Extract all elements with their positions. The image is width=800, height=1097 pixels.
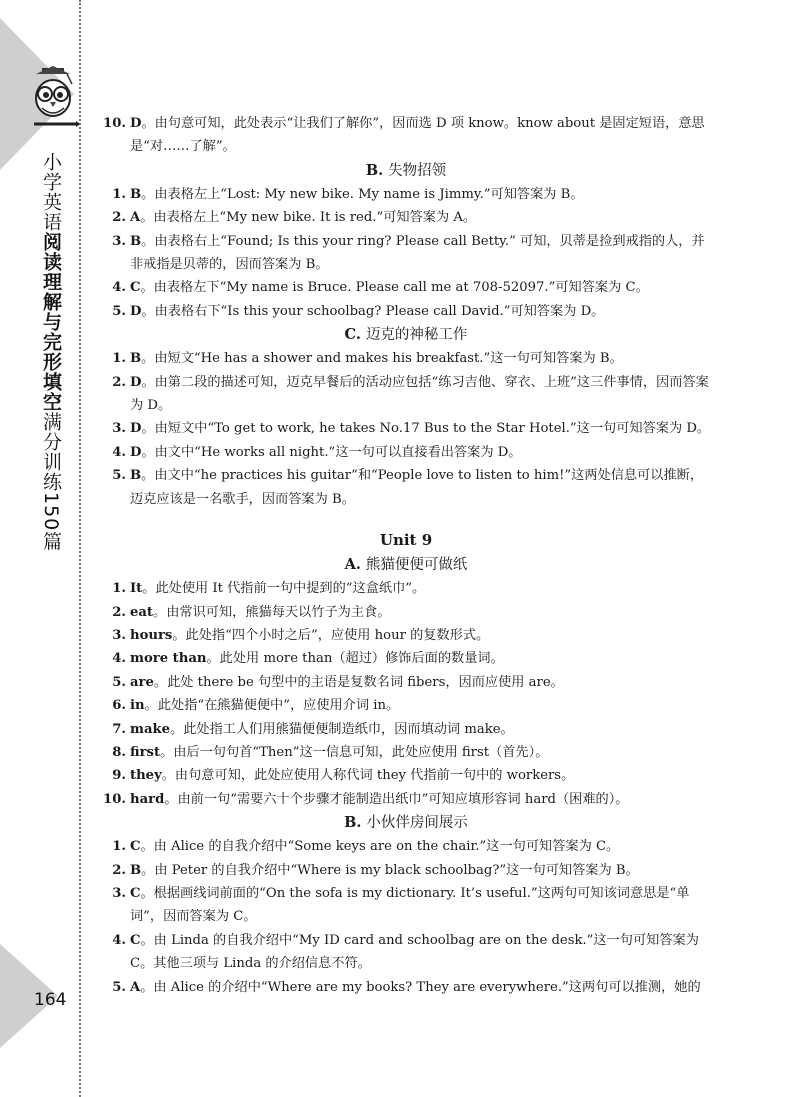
answer-number: 5. [112,979,126,995]
answer-explanation: 。此处指“四个小时之后”，应使用 hour 的复数形式。 [172,627,490,643]
answer-number: 10. [103,791,126,807]
answer-key: C [130,839,141,855]
answer-item [100,882,712,929]
section-title: 小伙伴房间展示 [366,815,468,832]
page-number: 164 [34,990,67,1010]
answer-item [100,300,712,323]
answer-explanation: 。由文中“he practices his guitar”和“People love to listen to him!”这两处信息可以推断，迈克应该是一名歌手，因而答案为 B。 [130,468,704,507]
answer-explanation: 。由短文“He has a shower and makes his breakfast.”这一句可知答案为 B。 [141,351,623,367]
answer-key: more than [130,651,207,667]
answer-explanation: 。由文中“He works all night.”这一句可以直接看出答案为 D。 [141,444,522,460]
answer-item [100,183,712,206]
answer-explanation: 。由表格右下“Is this your schoolbag? Please call David.”可知答案为 D。 [141,303,605,319]
answer-key: first [130,744,161,760]
answer-item [100,647,712,670]
page-binding-dotted-line [79,0,81,1097]
answer-item [100,276,712,299]
answer-item [100,371,712,418]
answer-key: are [130,674,154,690]
answer-number: 2. [112,604,126,620]
answer-key: C [130,885,141,901]
answer-item [100,671,712,694]
answer-number: 3. [112,885,126,901]
section-heading [100,553,712,577]
answer-key: D [130,374,142,390]
section-title: 失物招领 [388,162,447,179]
answer-item [100,441,712,464]
answer-item [100,976,712,999]
answer-number: 10. [103,116,126,131]
answer-number: 5. [112,674,126,690]
section-label: A. [344,556,366,574]
answer-key: C [130,280,141,296]
answer-number: 3. [112,627,126,643]
answer-item [100,741,712,764]
answer-key: B [130,468,142,484]
answer-explanation: 。由常识可知，熊猫每天以竹子为主食。 [153,604,391,620]
answer-explanation: 。由表格右上“Found; Is this your ring? Please call Betty.” 可知，贝蒂是捡到戒指的人，并非戒指是贝蒂的，因而答案为 B。 [130,233,705,273]
answer-number: 6. [112,698,126,714]
answer-item [100,694,712,717]
answer-item [100,859,712,882]
answer-key: hours [130,627,173,643]
answer-item [100,788,712,811]
answer-explanation: 。由 Linda 的自我介绍中“My ID card and schoolbag are on the desk.”这一句可知答案为 C。其他三项与 Linda 的介绍信息不符。 [130,932,699,972]
section-heading [100,811,712,835]
section-label: C. [344,326,366,344]
answer-key: A [130,979,141,995]
answer-explanation: 。由前一句“需要六十个步骤才能制造出纸巾”可知应填形容词 hard（困难的）。 [164,791,629,807]
unit-heading: Unit 9 [379,531,433,550]
answer-number: 4. [112,444,126,460]
answer-key: D [130,116,142,131]
answer-explanation: 。由表格左上“Lost: My new bike. My name is Jimmy.”可知答案为 B。 [141,186,584,202]
answer-number: 1. [112,351,126,367]
answer-key: B [130,186,142,202]
answer-item [100,624,712,647]
answer-explanation: 。根据画线词前面的“On the sofa is my dictionary. It’s useful.”这两句可知该词意思是“单词”，因而答案为 C。 [130,885,690,925]
answer-number: 2. [112,210,126,226]
answer-key: B [130,862,142,878]
answer-key: they [130,768,162,784]
answer-number: 4. [112,280,126,296]
answer-explanation: 。此处用 more than（超过）修饰后面的数量词。 [206,651,504,667]
answer-number: 7. [112,721,126,737]
answer-explanation: 。此处 there be 句型中的主语是复数名词 fibers，因而应使用 are。 [153,674,564,690]
answer-key: It [130,581,143,597]
answer-explanation: 。由 Peter 的自我介绍中“Where is my black schoolbag?”这一句可知答案为 B。 [141,862,639,878]
section-heading [100,159,712,183]
answer-number: 5. [112,468,126,484]
answer-number: 9. [112,768,126,784]
answer-number: 8. [112,744,126,760]
answer-key: D [130,444,142,460]
answer-key: B [130,351,142,367]
answer-explanation: 。此处指工人们用熊猫便便制造纸巾，因而填动词 make。 [170,721,514,737]
answer-item [100,347,712,370]
answer-item [100,929,712,976]
answer-item [100,718,712,741]
owl-mascot-icon [30,66,80,138]
section-label: B. [344,814,367,832]
answer-number: 5. [112,303,126,319]
answer-number: 3. [112,421,126,437]
answer-explanation: 。由 Alice 的介绍中“Where are my books? They are everywhere.”这两句可以推测，她的 [140,979,701,995]
answer-number: 4. [112,932,126,948]
answer-explanation: 。由句意可知，此处表示“让我们了解你”，因而选 D 项 know。know about 是固定短语，意思是“对……了解”。 [130,116,705,155]
answer-number: 2. [112,862,126,878]
answer-explanation: 。由后一句句首“Then”这一信息可知，此处应使用 first（首先）。 [160,744,549,760]
answer-explanation: 。由 Alice 的自我介绍中“Some keys are on the chair.”这一句可知答案为 C。 [140,839,620,855]
answer-explanation: 。由表格左上“My new bike. It is red.”可知答案为 A。 [140,210,477,226]
book-title-part1: 小学英语 [40,152,62,232]
answer-key: hard [130,791,165,807]
answer-item [100,112,712,159]
answer-number: 4. [112,651,126,667]
section-label: B. [365,161,389,179]
answer-explanation: 。由短文中“To get to work, he takes No.17 Bus to the Star Hotel.”这一句可知答案为 D。 [141,421,711,437]
answer-item [100,464,712,511]
answer-number: 1. [112,839,126,855]
answer-key: D [130,421,142,437]
section-heading [100,323,712,347]
answer-explanation: 。此处使用 It 代指前一句中提到的“这盒纸巾”。 [142,581,426,597]
book-title-part2: 满分训练150篇 [40,412,62,552]
section-title: 熊猫便便可做纸 [365,557,468,574]
answer-item [100,230,712,277]
book-title-vertical [36,152,66,551]
answer-key: D [130,303,142,319]
answer-key: C [130,932,141,948]
answer-key: in [130,698,145,714]
answer-explanation: 。此处指“在熊猫便便中”，应使用介词 in。 [144,698,400,714]
answer-number: 3. [112,233,126,249]
answer-item [100,577,712,600]
answer-number: 2. [112,374,126,390]
answer-item [100,417,712,440]
answer-key-content [100,112,712,999]
answer-explanation: 。由第二段的描述可知，迈克早餐后的活动应包括“练习吉他、穿衣、上班”这三件事情，因而答案为 D。 [130,374,709,414]
answer-key: A [130,210,141,226]
answer-key: eat [130,604,154,620]
answer-item [100,764,712,787]
answer-key: make [130,721,171,737]
answer-explanation: 。由表格左下“My name is Bruce. Please call me at 708-52097.”可知答案为 C。 [140,280,649,296]
answer-key: B [130,233,142,249]
answer-number: 1. [112,186,126,202]
answer-explanation: 。由句意可知，此处应使用人称代词 they 代指前一句中的 workers。 [161,768,575,784]
answer-item [100,601,712,624]
section-title: 迈克的神秘工作 [365,327,468,344]
answer-item [100,206,712,229]
answer-item [100,835,712,858]
book-title-bold: 阅读理解与完形填空 [40,232,62,412]
answer-number: 1. [112,581,126,597]
